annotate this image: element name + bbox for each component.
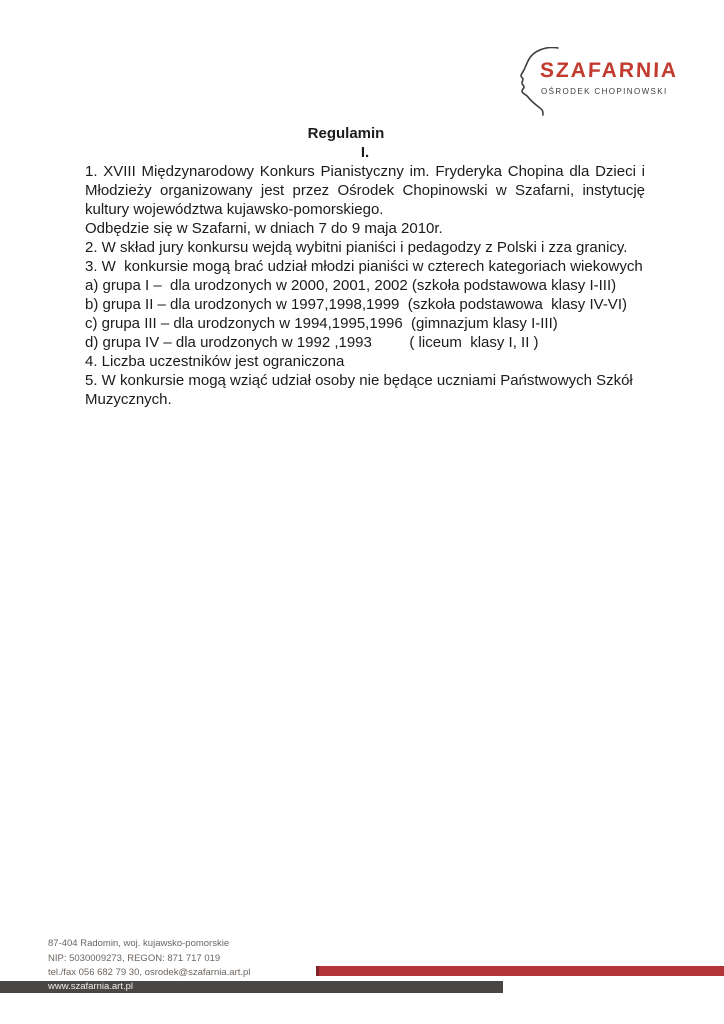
paragraph-dates: Odbędzie się w Szafarni, w dniach 7 do 9 maja 2010r. <box>85 220 443 237</box>
document-content <box>85 0 645 409</box>
paragraph-competition-intro: 1. XVIII Międzynarodowy Konkurs Pianistyczny im. Fryderyka Chopina dla Dzieci i Młodzieży organizowany jest przez Ośrodek Chopinowski w Szafarni, instytucję kultury województwa kujawsko-pomorskiego. <box>85 163 645 218</box>
paragraph-eligibility <box>85 371 645 409</box>
paragraph-eligibility-line1: 5. W konkursie mogą wziąć udział osoby nie będące uczniami Państwowych Szkół <box>85 372 633 389</box>
list-item-group-1: a) grupa I – dla urodzonych w 2000, 2001, 2002 (szkoła podstawowa klasy I-III) <box>85 277 617 294</box>
document-title: Regulamin <box>307 125 385 142</box>
footer-website-bar <box>0 981 503 993</box>
list-item-group-2: b) grupa II – dla urodzonych w 1997,1998,1999 (szkoła podstawowa klasy IV-VI) <box>85 296 627 313</box>
footer-contact-block <box>48 937 250 981</box>
logo-brand-text: SZAFARNIA <box>539 59 679 82</box>
paragraph-participant-limit: 4. Liczba uczestników jest ograniczona <box>85 353 345 370</box>
footer-contact: tel./fax 056 682 79 30, osrodek@szafarnia.art.pl <box>48 967 251 978</box>
footer-website: www.szafarnia.art.pl <box>48 981 134 992</box>
list-item-group-3: c) grupa III – dla urodzonych w 1994,1995,1996 (gimnazjum klasy I-III) <box>85 315 558 332</box>
paragraph-categories: 3. W konkursie mogą brać udział młodzi pianiści w czterech kategoriach wiekowych <box>85 258 643 275</box>
list-item-group-4: d) grupa IV – dla urodzonych w 1992 ,1993 ( liceum klasy I, II ) <box>85 334 539 351</box>
section-heading: I. <box>360 144 370 161</box>
footer-registration: NIP: 5030009273, REGON: 871 717 019 <box>48 952 221 964</box>
footer-red-bar <box>316 966 724 976</box>
age-group-list <box>85 276 645 352</box>
paragraph-eligibility-line2: Muzycznych. <box>85 391 172 408</box>
paragraph-jury: 2. W skład jury konkursu wejdą wybitni pianiści i pedagodzy z Polski i zza granicy. <box>85 239 628 256</box>
logo-subtitle-text: OŚRODEK CHOPINOWSKI <box>541 87 668 96</box>
footer-address: 87-404 Radomin, woj. kujawsko-pomorskie <box>48 938 230 949</box>
